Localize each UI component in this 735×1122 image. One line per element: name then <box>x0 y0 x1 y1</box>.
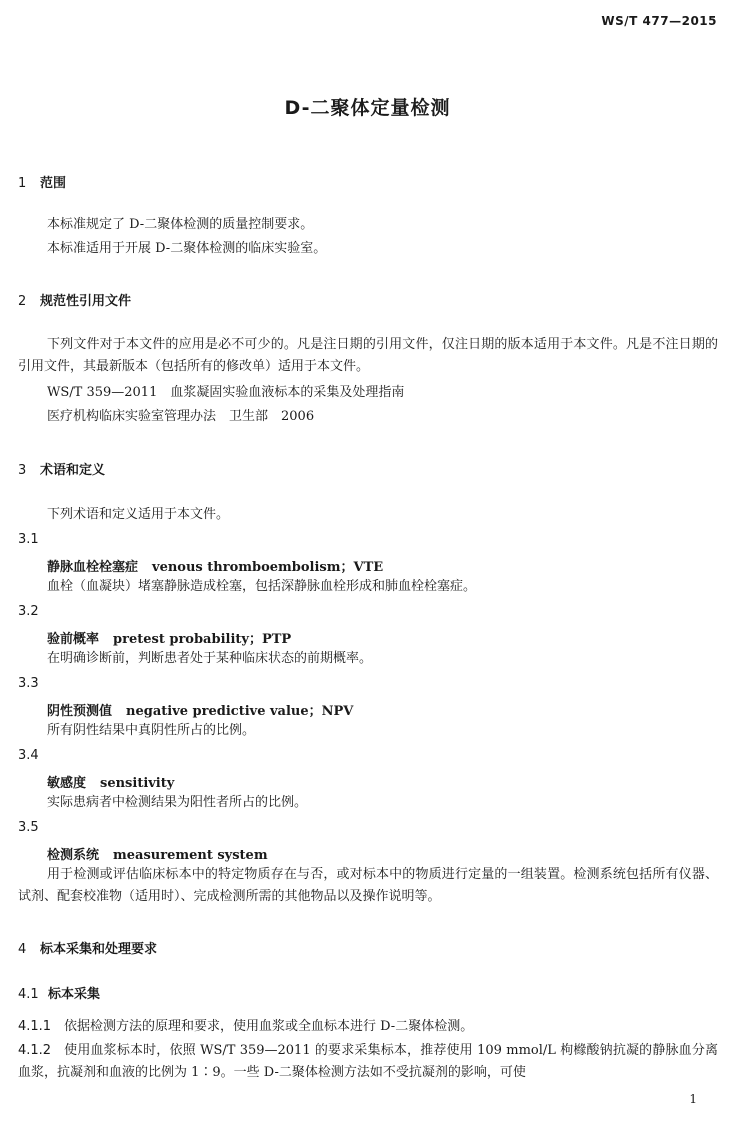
section-1-heading <box>18 172 66 191</box>
paragraph: 下列术语和定义适用于本文件。 <box>47 507 230 522</box>
reference-item: WS/T 359—2011 血浆凝固实验血液标本的采集及处理指南 <box>47 385 405 400</box>
term-heading <box>47 844 268 863</box>
term-number: 3.5 <box>18 820 39 835</box>
section-title: 规范性引用文件 <box>40 294 132 309</box>
term-heading <box>47 628 291 647</box>
section-number: 4 <box>18 942 27 957</box>
term-en: sensitivity <box>100 776 175 791</box>
clause-4-1-2 <box>18 1040 718 1084</box>
clause-number: 4.1.2 <box>18 1043 52 1058</box>
section-2-heading <box>18 290 131 309</box>
term-definition: 用于检测或评估临床标本中的特定物质存在与否，或对标本中的物质进行定量的一组装置。检测系统包括所有仪器、试剂、配套校准物（适用时）、完成检测所需的其他物品以及操作说明等。 <box>18 867 718 904</box>
term-definition: 实际患病者中检测结果为阳性者所占的比例。 <box>47 795 308 810</box>
section-number: 2 <box>18 294 27 309</box>
term-heading <box>47 556 383 575</box>
term-cn: 阴性预测值 <box>47 704 113 719</box>
clause-text: 依据检测方法的原理和要求，使用血浆或全血标本进行 D-二聚体检测。 <box>64 1019 474 1034</box>
standard-code: WS/T 477—2015 <box>601 14 717 28</box>
paragraph: 下列文件对于本文件的应用是必不可少的。凡是注日期的引用文件，仅注日期的版本适用于本文件。凡是不注日期的引用文件，其最新版本（包括所有的修改单）适用于本文件。 <box>18 337 718 374</box>
paragraph: 本标准规定了 D-二聚体检测的质量控制要求。 <box>47 217 314 232</box>
term-number: 3.2 <box>18 604 39 619</box>
term-en: measurement system <box>113 848 268 863</box>
section-number: 1 <box>18 176 27 191</box>
clause-text: 使用血浆标本时，依照 WS/T 359—2011 的要求采集标本，推荐使用 109 mmol/L 枸橼酸钠抗凝的静脉血分离血浆，抗凝剂和血液的比例为 1∶9。一些 D-二聚体检测方法如不受抗凝剂的影响，可使 <box>18 1043 718 1080</box>
term-cn: 检测系统 <box>47 848 100 863</box>
term-definition: 在明确诊断前，判断患者处于某种临床状态的前期概率。 <box>47 651 373 666</box>
section-3-heading <box>18 459 105 478</box>
section-number: 3 <box>18 463 27 478</box>
subsection-4-1-heading <box>18 983 100 1002</box>
subsection-title: 标本采集 <box>48 987 101 1002</box>
term-cn: 静脉血栓栓塞症 <box>47 560 139 575</box>
term-en: venous thromboembolism；VTE <box>152 560 384 575</box>
term-cn: 验前概率 <box>47 632 100 647</box>
term-en: pretest probability；PTP <box>113 632 292 647</box>
reference-item: 医疗机构临床实验室管理办法 卫生部 2006 <box>47 409 315 424</box>
section-title: 术语和定义 <box>40 463 106 478</box>
clause-number: 4.1.1 <box>18 1019 52 1034</box>
page-number: 1 <box>689 1092 697 1106</box>
clause-4-1-1 <box>18 1016 718 1038</box>
term-number: 3.4 <box>18 748 39 763</box>
term-heading <box>47 700 353 719</box>
document-title: D-二聚体定量检测 <box>284 97 451 119</box>
section-4-heading <box>18 938 157 957</box>
term-number: 3.3 <box>18 676 39 691</box>
subsection-number: 4.1 <box>18 987 39 1002</box>
term-definition: 血栓（血凝块）堵塞静脉造成栓塞，包括深静脉血栓形成和肺血栓栓塞症。 <box>47 579 477 594</box>
section-title: 标本采集和处理要求 <box>40 942 158 957</box>
term-definition: 所有阴性结果中真阴性所占的比例。 <box>47 723 256 738</box>
section-title: 范围 <box>40 176 67 191</box>
paragraph: 本标准适用于开展 D-二聚体检测的临床实验室。 <box>47 241 327 256</box>
term-en: negative predictive value；NPV <box>126 704 354 719</box>
term-number: 3.1 <box>18 532 39 547</box>
term-cn: 敏感度 <box>47 776 87 791</box>
term-heading <box>47 772 174 791</box>
